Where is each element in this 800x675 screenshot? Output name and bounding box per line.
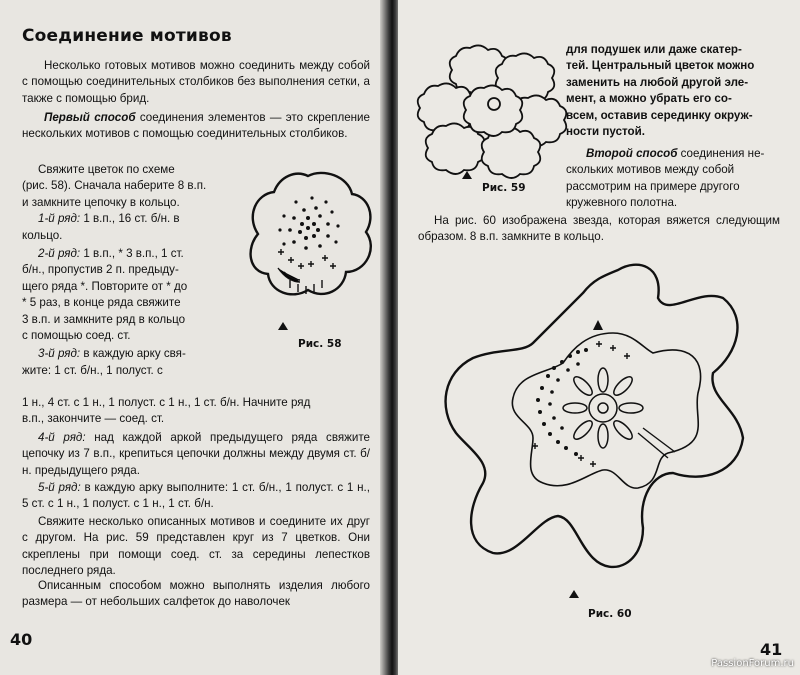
- first-method-label: Первый способ: [44, 111, 136, 124]
- cont-line: заменить на любой другой эле-: [566, 75, 749, 89]
- row3-line: 1 н., 4 ст. с 1 н., 1 полуст. с 1 н., 1 ст. б/н. Начните ряд: [22, 396, 311, 409]
- row2-line: с помощью соед. ст.: [22, 329, 131, 343]
- right-page-number: 41: [760, 640, 783, 659]
- fig60-star-diagram: [438, 258, 768, 598]
- row4-label: 4-й ряд:: [38, 431, 86, 444]
- watermark: PassionForum.ru: [711, 658, 794, 669]
- continuation-paragraph: [566, 42, 780, 140]
- row3-text: в каждую арку свя-: [80, 347, 186, 361]
- row3-label: 3-й ряд:: [38, 347, 81, 361]
- second-method-line: кружевного полотна.: [566, 196, 678, 210]
- fig60-arrow-icon: [569, 590, 579, 598]
- fig59-caption: Рис. 59: [482, 182, 526, 194]
- fig58-arrow-icon: [278, 322, 288, 330]
- instr-line: Свяжите цветок по схеме: [38, 163, 175, 176]
- first-method-paragraph: [22, 110, 370, 143]
- cont-line: мент, а можно убрать его со-: [566, 92, 732, 106]
- row2-line: щего ряда *. Повторите от * до: [22, 279, 188, 293]
- second-method-line: рассмотрим на примере другого: [566, 179, 740, 193]
- row1-label: 1-й ряд:: [38, 212, 81, 226]
- row5-paragraph: [22, 480, 370, 513]
- second-method-text: соединения не-: [677, 147, 765, 160]
- fig60-caption: Рис. 60: [588, 608, 632, 620]
- row3-line: жите: 1 ст. б/н., 1 полуст. с: [22, 363, 163, 377]
- instructions-block: [22, 162, 232, 379]
- left-page: [0, 0, 392, 675]
- cont-line: всем, оставив серединку окруж-: [566, 108, 753, 122]
- row2-line: * 5 раз, в конце ряда свяжите: [22, 296, 181, 310]
- fig58-crochet-diagram: [248, 168, 378, 318]
- right-page: [398, 0, 800, 675]
- cont-line: ности пустой.: [566, 125, 645, 139]
- second-method-paragraph: [566, 146, 780, 212]
- usage-paragraph: Описанным способом можно выполнять изделия любого размера — от небольших салфеток до наволочек: [22, 579, 370, 609]
- instr-line: (рис. 58). Сначала наберите 8 в.п.: [22, 179, 207, 193]
- cont-line: для подушек или даже скатер-: [566, 43, 742, 56]
- row2-text: 1 в.п., * 3 в.п., 1 ст.: [80, 247, 184, 261]
- row2-label: 2-й ряд:: [38, 247, 81, 261]
- row3-line: в.п., закончите — соед. ст.: [22, 412, 165, 426]
- row3-continuation: [22, 395, 370, 428]
- left-page-number: 40: [10, 630, 33, 649]
- first-method-text: соединения элементов — это скрепление нескольких мотивов с помощью соединительных столбиков.: [22, 111, 370, 141]
- second-method-line: скольких мотивов между собой: [566, 163, 735, 177]
- row4-text: над каждой аркой предыдущего ряда свяжите цепочку из 7 в.п., крепиться цепочки должны между двумя ст. б/н. предыдущего ряда.: [22, 431, 370, 477]
- row5-label: 5-й ряд:: [38, 481, 81, 494]
- intro-paragraph: Несколько готовых мотивов можно соединить между собой с помощью соединительных столбиков без выполнения сетки, а также с помощью брид.: [22, 59, 370, 105]
- row5-text: в каждую арку выполните: 1 ст. б/н., 1 полуст. с 1 н., 5 ст. с 1 н., 1 полуст. с 1 н., 1 ст. б/н.: [22, 481, 370, 511]
- second-method-label: Второй способ: [586, 147, 678, 160]
- star-paragraph: На рис. 60 изображена звезда, которая вяжется следующим образом. 8 в.п. замкните в кольцо.: [418, 214, 780, 244]
- row2-line: 3 в.п. и замкните ряд в кольцо: [22, 312, 186, 326]
- fig59-flower-circle-diagram: [428, 42, 560, 170]
- row1-text: 1 в.п., 16 ст. б/н. в: [80, 212, 180, 226]
- fig58-caption: Рис. 58: [298, 338, 342, 350]
- row4-paragraph: [22, 430, 370, 479]
- cont-line: тей. Центральный цветок можно: [566, 59, 755, 73]
- row2-line: б/н., пропустив 2 п. предыду-: [22, 263, 179, 277]
- row1-cont: кольцо.: [22, 228, 63, 242]
- fig59-arrow-icon: [462, 171, 472, 179]
- instr-line: и замкните цепочку в кольцо.: [22, 195, 180, 209]
- join-paragraph: Свяжите несколько описанных мотивов и соедините их друг с другом. На рис. 59 представлен круг из 7 цветков. Они скреплены при помощи соед. ст. за середины лепестков последнего ряда.: [22, 515, 370, 578]
- page-heading: Соединение мотивов: [22, 26, 232, 46]
